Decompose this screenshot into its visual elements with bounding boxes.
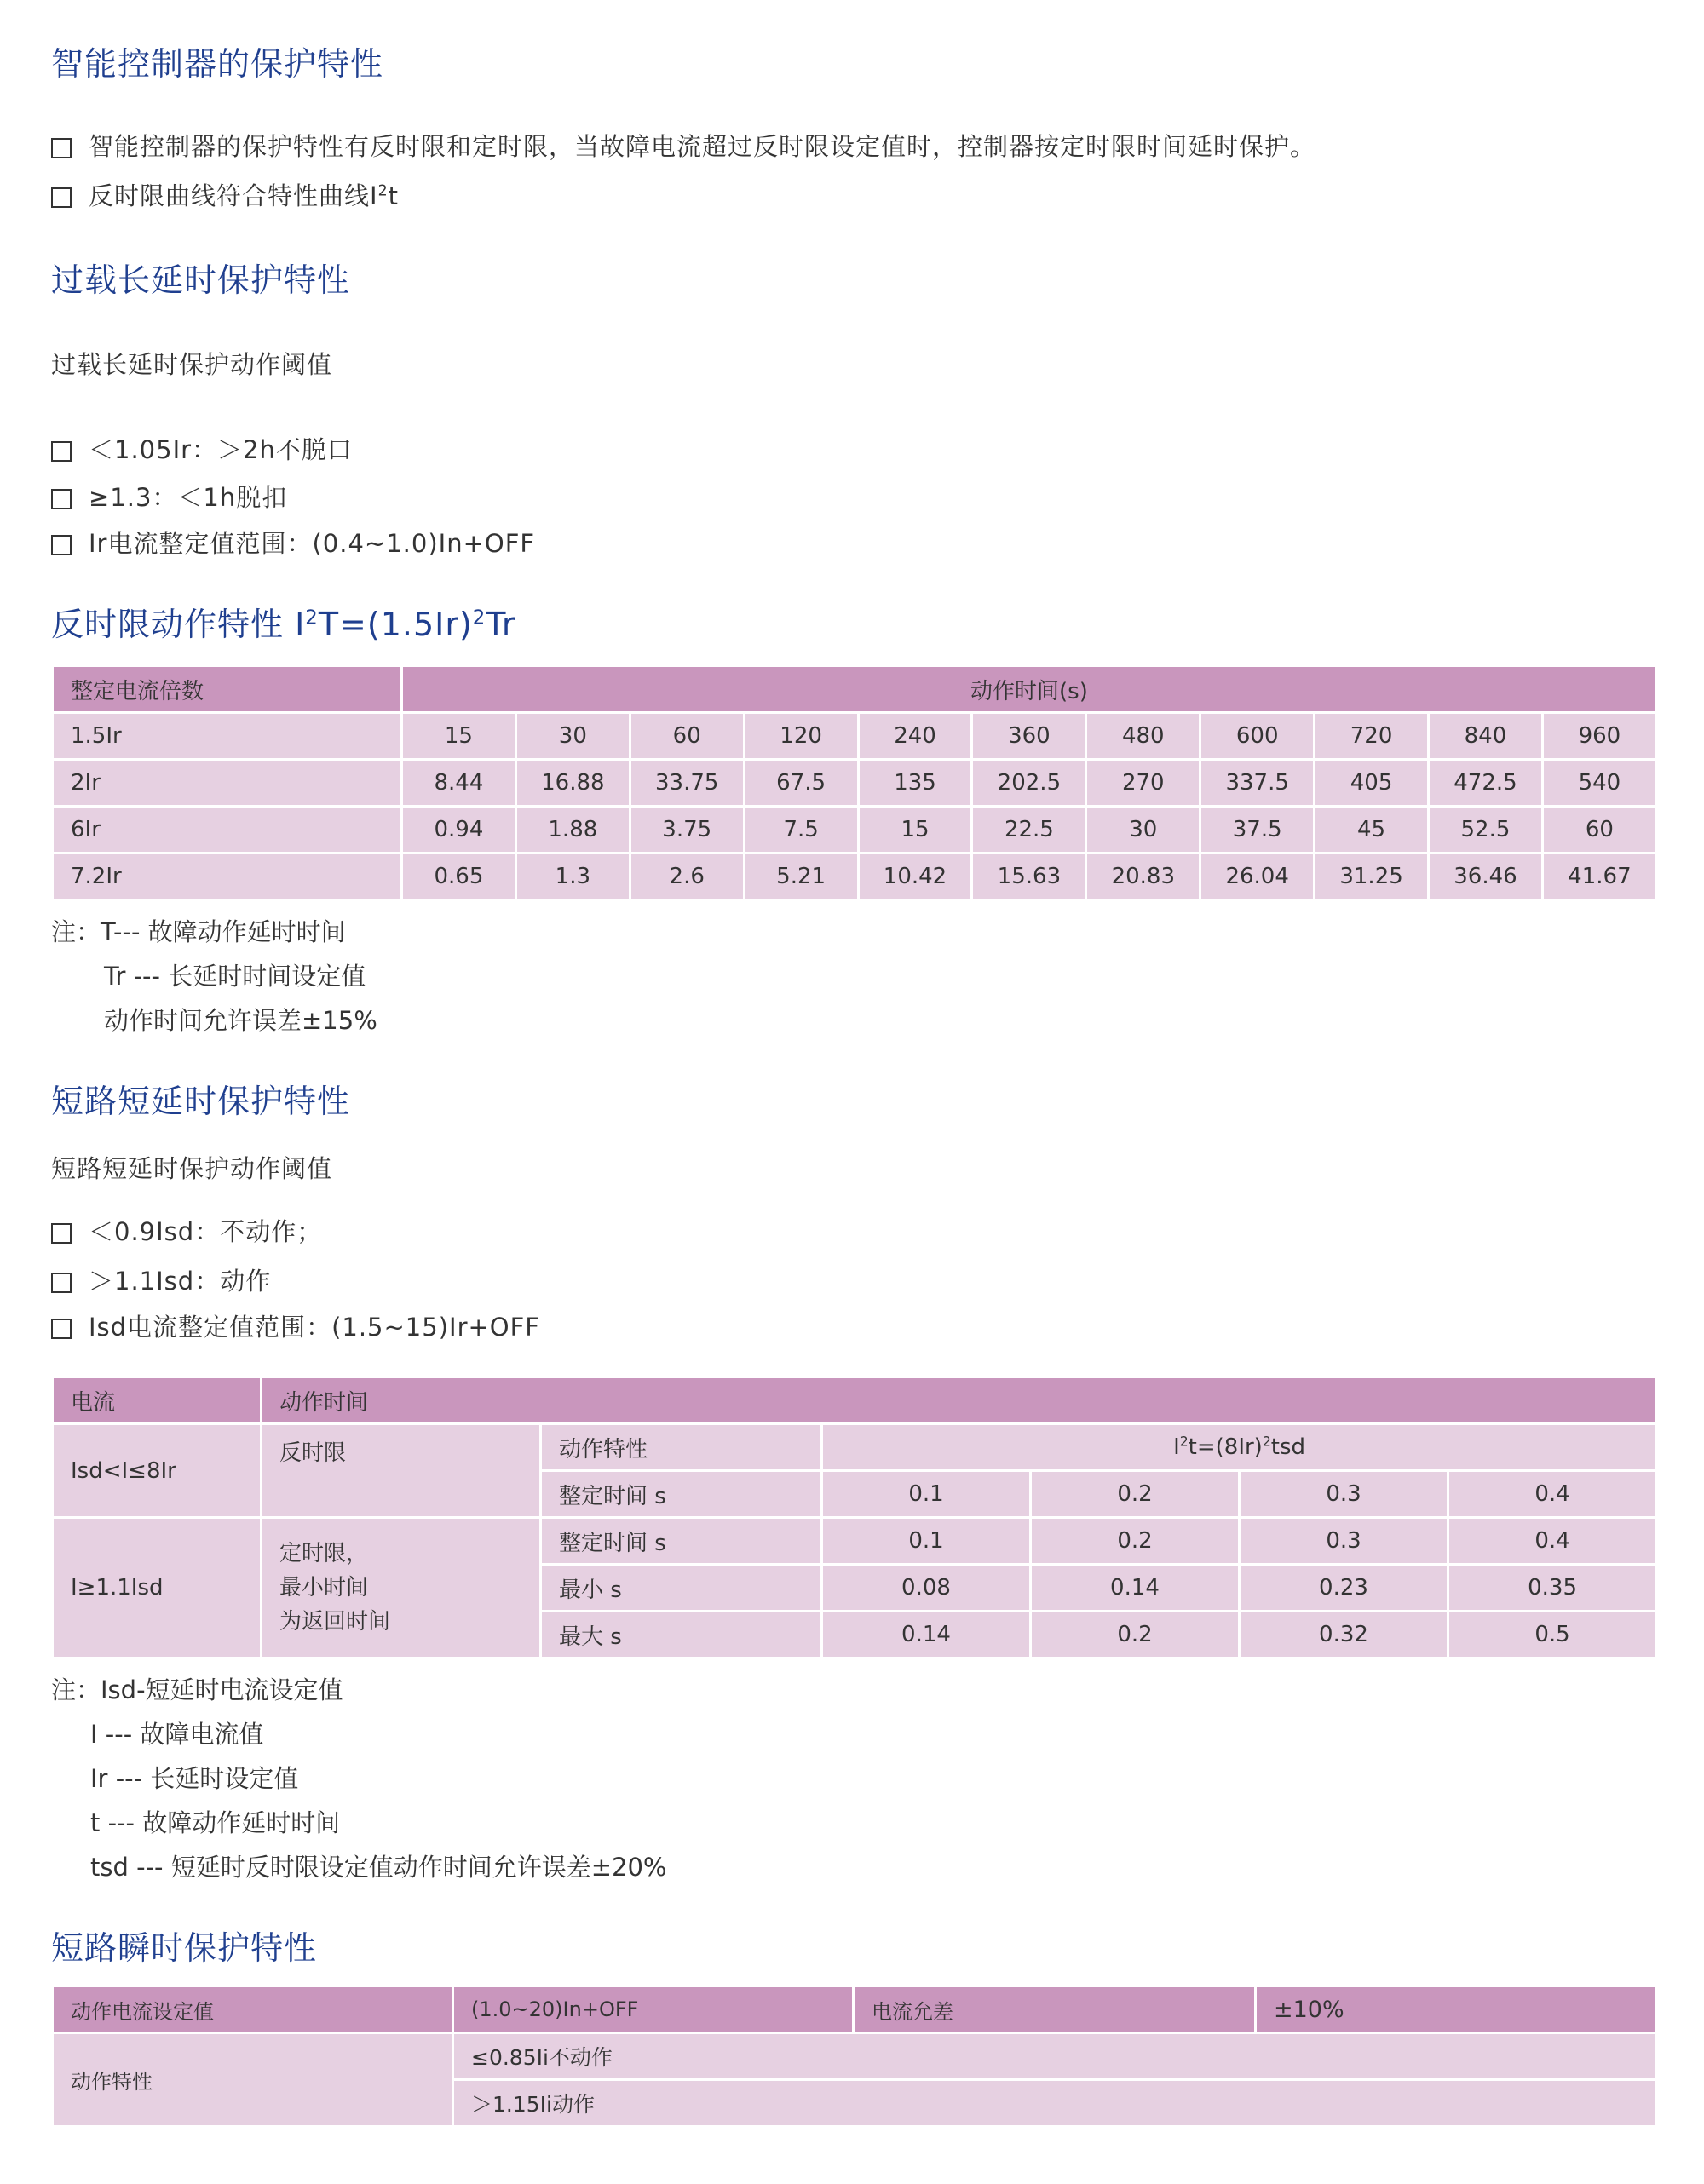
table-cell: 整定时间 s	[541, 1518, 822, 1565]
section-subtitle: 过载长延时保护动作阈值	[51, 350, 333, 379]
title-part: T=(1.5Ir)	[318, 606, 473, 643]
table-cell: 600	[1200, 713, 1315, 760]
list-item-text: ＜1.05Ir：＞2h不脱口	[89, 435, 353, 464]
table-cell: 0.23	[1240, 1565, 1448, 1612]
short-delay-table	[51, 1376, 1658, 1659]
list-item	[51, 479, 287, 514]
table-cell: 5.21	[744, 853, 858, 900]
table-cell: 15.63	[972, 853, 1086, 900]
table-cell: 33.75	[630, 760, 744, 807]
table-cell: 动作特性	[541, 1424, 822, 1471]
list-item	[51, 177, 399, 212]
table-cell: 0.5	[1448, 1612, 1657, 1658]
list-item-text: ＜0.9Isd：不动作；	[89, 1217, 323, 1246]
section-title-overload: 过载长延时保护特性	[51, 262, 351, 299]
table-cell: I≥1.1Isd	[53, 1518, 262, 1658]
table-header-cell: 整定电流倍数	[53, 666, 402, 713]
table-cell: 0.4	[1448, 1471, 1657, 1518]
section-title-inverse-time	[51, 598, 516, 645]
table-cell: 0.4	[1448, 1518, 1657, 1565]
note-line: I --- 故障电流值	[90, 1720, 264, 1749]
superscript: 2	[1179, 1434, 1189, 1450]
superscript: 2	[305, 606, 319, 629]
table-cell	[822, 1424, 1657, 1471]
cell-line: 为返回时间	[279, 1609, 391, 1635]
table-cell: 1.3	[515, 853, 630, 900]
table-cell: 0.2	[1031, 1612, 1240, 1658]
table-cell: 472.5	[1429, 760, 1543, 807]
table-header-row	[53, 666, 1657, 713]
list-item	[51, 525, 535, 560]
table-cell: 0.94	[402, 807, 516, 853]
table-cell: 0.2	[1031, 1471, 1240, 1518]
table-cell: 1.88	[515, 807, 630, 853]
table-cell: 0.1	[822, 1518, 1031, 1565]
table-row	[53, 2033, 1657, 2080]
table-cell: 45	[1315, 807, 1429, 853]
table-cell: 2.6	[630, 853, 744, 900]
section-title-controller: 智能控制器的保护特性	[51, 45, 384, 83]
table-cell: 反时限	[262, 1424, 541, 1518]
superscript: 2	[377, 182, 389, 200]
checkbox-square-icon	[51, 489, 72, 509]
list-item-text: 智能控制器的保护特性有反时限和定时限，当故障电流超过反时限设定值时，控制器按定时限时间延时保护。	[89, 132, 1316, 161]
table-cell: 0.65	[402, 853, 516, 900]
table-cell: 22.5	[972, 807, 1086, 853]
list-item	[51, 1262, 271, 1297]
table-cell: 8.44	[402, 760, 516, 807]
note-line: 动作时间允许误差±15%	[104, 1006, 377, 1035]
list-item	[51, 1213, 322, 1248]
table-cell: 60	[630, 713, 744, 760]
table-cell: 0.35	[1448, 1565, 1657, 1612]
note-line: Ir --- 长延时设定值	[90, 1764, 299, 1793]
list-item	[51, 1308, 540, 1343]
table-cell: 15	[858, 807, 972, 853]
superscript: 2	[472, 606, 486, 629]
list-item	[51, 128, 1315, 163]
table-cell: 10.42	[858, 853, 972, 900]
checkbox-square-icon	[51, 187, 72, 208]
table-cell: Isd<I≤8Ir	[53, 1424, 262, 1518]
table-cell: 26.04	[1200, 853, 1315, 900]
table-cell: ＞1.15Ii动作	[453, 2080, 1657, 2127]
title-part: 反时限动作特性 I	[51, 606, 306, 643]
table-cell: 41.67	[1542, 853, 1656, 900]
table-cell: 7.5	[744, 807, 858, 853]
list-item-text: 反时限曲线符合特性曲线I	[89, 181, 378, 210]
table-cell: 动作特性	[53, 2033, 453, 2127]
list-item-text: ≥1.3：＜1h脱扣	[89, 483, 288, 512]
table-cell: 0.32	[1240, 1612, 1448, 1658]
table-cell: 0.08	[822, 1565, 1031, 1612]
table-cell: 720	[1315, 713, 1429, 760]
table-cell: 405	[1315, 760, 1429, 807]
formula-part: I	[1173, 1434, 1180, 1460]
table-row	[53, 1518, 1657, 1565]
list-item-text: ＞1.1Isd：动作	[89, 1267, 272, 1296]
table-cell: 6Ir	[53, 807, 402, 853]
formula-part: tsd	[1270, 1434, 1305, 1460]
table-cell: 0.2	[1031, 1518, 1240, 1565]
table-cell: 16.88	[515, 760, 630, 807]
table-cell: 7.2Ir	[53, 853, 402, 900]
table-cell: 37.5	[1200, 807, 1315, 853]
checkbox-square-icon	[51, 138, 72, 158]
section-title-short-delay: 短路短延时保护特性	[51, 1083, 351, 1120]
table-cell: 67.5	[744, 760, 858, 807]
table-cell: 270	[1086, 760, 1200, 807]
table-cell: 最小 s	[541, 1565, 822, 1612]
table-cell: 0.14	[822, 1612, 1031, 1658]
table-row	[53, 807, 1657, 853]
instantaneous-table	[51, 1985, 1658, 2128]
list-item-text: Ir电流整定值范围：(0.4~1.0)In+OFF	[89, 529, 536, 558]
table-cell: 20.83	[1086, 853, 1200, 900]
note-line: 注：Isd-短延时电流设定值	[51, 1675, 343, 1704]
table-header-cell: ±10%	[1256, 1986, 1657, 2033]
checkbox-square-icon	[51, 1223, 72, 1244]
checkbox-square-icon	[51, 441, 72, 462]
table-row	[53, 760, 1657, 807]
table-cell: 540	[1542, 760, 1656, 807]
checkbox-square-icon	[51, 1273, 72, 1293]
table-cell: 15	[402, 713, 516, 760]
table-row	[53, 1424, 1657, 1471]
table-cell: 840	[1429, 713, 1543, 760]
table-header-cell: (1.0~20)In+OFF	[453, 1986, 854, 2033]
table-cell: 960	[1542, 713, 1656, 760]
table-cell: 0.14	[1031, 1565, 1240, 1612]
table-header-row	[53, 1377, 1657, 1424]
table-cell: 360	[972, 713, 1086, 760]
note-line: Tr --- 长延时时间设定值	[104, 962, 366, 991]
table-cell: 0.1	[822, 1471, 1031, 1518]
superscript: 2	[1262, 1434, 1271, 1450]
table-cell: 52.5	[1429, 807, 1543, 853]
formula-part: t=(8Ir)	[1188, 1434, 1263, 1460]
table-header-cell: 动作时间(s)	[402, 666, 1657, 713]
table-cell: 3.75	[630, 807, 744, 853]
table-cell: ≤0.85Ii不动作	[453, 2033, 1657, 2080]
table-header-cell: 动作电流设定值	[53, 1986, 453, 2033]
table-cell: 整定时间 s	[541, 1471, 822, 1518]
list-item	[51, 431, 353, 466]
table-row	[53, 713, 1657, 760]
table-header-cell: 动作时间	[262, 1377, 1657, 1424]
table-cell: 1.5Ir	[53, 713, 402, 760]
table-cell: 30	[515, 713, 630, 760]
table-header-cell: 电流允差	[854, 1986, 1256, 2033]
table-cell: 36.46	[1429, 853, 1543, 900]
note-line: tsd --- 短延时反时限设定值动作时间允许误差±20%	[90, 1853, 667, 1882]
table-cell: 202.5	[972, 760, 1086, 807]
title-part: Tr	[486, 606, 516, 643]
table-header-cell: 电流	[53, 1377, 262, 1424]
table-cell: 31.25	[1315, 853, 1429, 900]
table-row	[53, 853, 1657, 900]
section-title-instantaneous: 短路瞬时保护特性	[51, 1929, 318, 1967]
cell-line: 定时限，	[279, 1541, 369, 1566]
table-cell: 120	[744, 713, 858, 760]
note-line: t --- 故障动作延时时间	[90, 1808, 341, 1837]
table-cell: 2Ir	[53, 760, 402, 807]
table-cell: 0.3	[1240, 1471, 1448, 1518]
inverse-time-table	[51, 664, 1658, 901]
table-cell: 最大 s	[541, 1612, 822, 1658]
table-cell: 135	[858, 760, 972, 807]
checkbox-square-icon	[51, 535, 72, 555]
list-item-text: t	[388, 181, 400, 210]
section-subtitle: 短路短延时保护动作阈值	[51, 1154, 333, 1183]
table-cell	[262, 1518, 541, 1658]
checkbox-square-icon	[51, 1319, 72, 1339]
cell-line: 最小时间	[279, 1575, 369, 1601]
table-cell: 337.5	[1200, 760, 1315, 807]
note-line: 注：T--- 故障动作延时时间	[51, 917, 346, 946]
table-cell: 60	[1542, 807, 1656, 853]
table-cell: 240	[858, 713, 972, 760]
table-cell: 30	[1086, 807, 1200, 853]
table-cell: 480	[1086, 713, 1200, 760]
table-cell: 0.3	[1240, 1518, 1448, 1565]
list-item-text: Isd电流整定值范围：(1.5~15)Ir+OFF	[89, 1313, 540, 1342]
table-header-row	[53, 1986, 1657, 2033]
